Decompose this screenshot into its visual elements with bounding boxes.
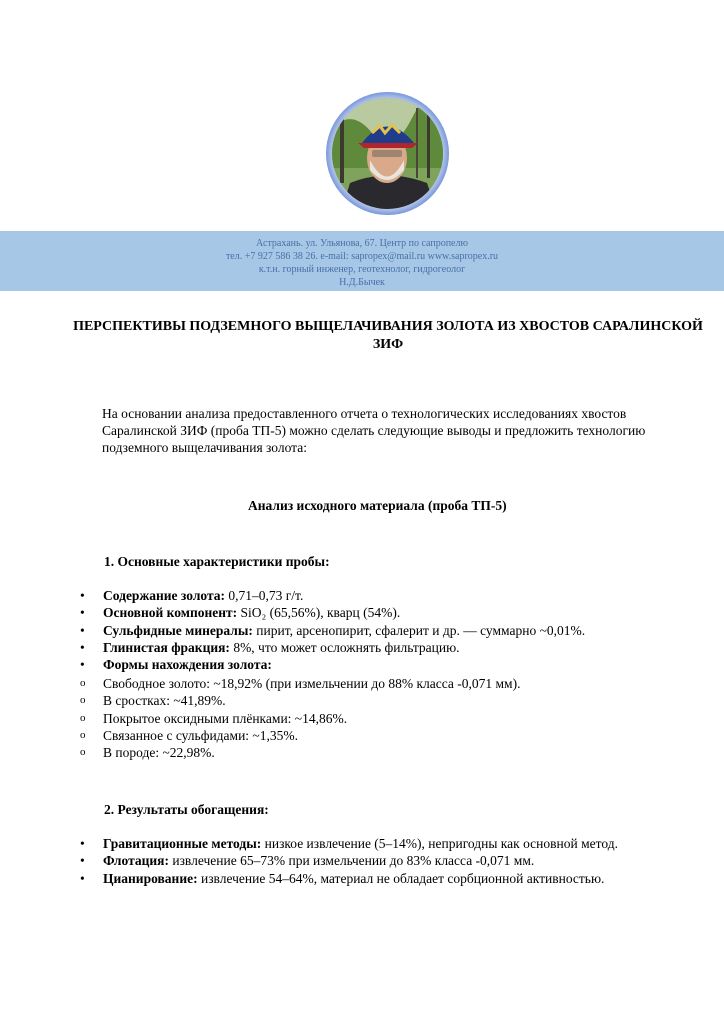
item-text: извлечение 54–64%, материал не обладает сорбционной активностью. — [197, 870, 605, 886]
item-label: Глинистая фракция: — [103, 639, 230, 655]
gold-forms-list — [0, 675, 520, 761]
sub-list-item — [0, 744, 520, 761]
item-label: Содержание золота: — [103, 588, 226, 603]
bullet-icon: • — [80, 870, 85, 886]
section-2-heading: 2. Результаты обогащения: — [104, 802, 269, 817]
sub-item-text: Связанное с сульфидами: ~1,35%. — [103, 727, 298, 743]
sub-list-item — [0, 692, 520, 709]
list-item — [0, 835, 618, 852]
item-text: SiO₂ (65,56%), кварц (54%). — [237, 605, 401, 621]
sub-list-item — [0, 727, 520, 744]
bullet-icon: • — [80, 657, 85, 673]
bullet-icon: • — [80, 853, 85, 869]
bullet-icon: • — [80, 836, 85, 851]
author-photo-image — [332, 98, 443, 209]
sub-item-text: В породе: ~22,98%. — [103, 745, 215, 761]
item-label: Основной компонент: — [103, 605, 238, 621]
sub-item-text: В сростках: ~41,89%. — [103, 693, 226, 709]
author-photo — [332, 98, 443, 209]
item-label: Цианирование: — [103, 870, 198, 886]
circle-bullet-icon: o — [80, 694, 86, 707]
contacts-line: тел. +7 927 586 38 26. e-mail: sapropex@mail.ru www.sapropex.ru — [225, 251, 499, 262]
sub-list-item — [0, 710, 520, 727]
qualification-line: к.т.н. горный инженер, геотехнолог, гидрогеолог — [258, 264, 466, 275]
bullet-icon: • — [80, 622, 85, 638]
item-text: 0,71–0,73 г/т. — [225, 588, 304, 603]
contact-banner — [0, 231, 724, 291]
circle-bullet-icon: o — [80, 746, 86, 759]
item-text: пирит, арсенопирит, сфалерит и др. — суммарно ~0,01%. — [252, 622, 586, 638]
address-line: Астрахань. ул. Ульянова, 67. Центр по сапропелю — [256, 238, 468, 249]
item-label: Формы нахождения золота: — [103, 657, 272, 673]
list-item — [0, 587, 585, 604]
sub-item-text: Покрытое оксидными плёнками: ~14,86%. — [103, 710, 348, 726]
circle-bullet-icon: o — [80, 711, 86, 724]
circle-bullet-icon: o — [80, 728, 86, 741]
item-text: извлечение 65–73% при измельчении до 83% класса -0,071 мм. — [168, 853, 535, 869]
item-label: Сульфидные минералы: — [103, 622, 253, 638]
section-1-heading: 1. Основные характеристики пробы: — [104, 554, 330, 569]
item-text: низкое извлечение (5–14%), непригодны как основной метод. — [261, 836, 618, 851]
list-item — [0, 656, 585, 673]
intro-paragraph: На основании анализа предоставленного отчета о технологических исследованиях хвостов Саралинской ЗИФ (проба ТП-5) можно сделать следующие выводы и предложить технологию подземного выщелачивания золота: — [102, 406, 646, 455]
list-item — [0, 852, 618, 869]
sample-characteristics-list — [0, 587, 585, 673]
sub-item-text: Свободное золото: ~18,92% (при измельчении до 88% класса -0,071 мм). — [103, 676, 521, 691]
list-item — [0, 639, 585, 656]
document-title: ПЕРСПЕКТИВЫ ПОДЗЕМНОГО ВЫЩЕЛАЧИВАНИЯ ЗОЛОТА ИЗ ХВОСТОВ САРАЛИНСКОЙ ЗИФ — [73, 319, 703, 352]
bullet-icon: • — [80, 605, 85, 621]
item-text: 8%, что может осложнять фильтрацию. — [229, 639, 460, 655]
list-item — [0, 604, 585, 621]
sub-list-item — [0, 675, 520, 692]
analysis-subheading: Анализ исходного материала (проба ТП-5) — [248, 498, 507, 513]
circle-bullet-icon: o — [80, 677, 86, 689]
bullet-icon: • — [80, 588, 85, 603]
item-label: Гравитационные методы: — [103, 836, 262, 851]
bullet-icon: • — [80, 639, 85, 655]
list-item — [0, 622, 585, 639]
list-item — [0, 870, 618, 887]
item-label: Флотация: — [103, 853, 169, 869]
author-photo-frame — [326, 92, 449, 215]
enrichment-results-list — [0, 835, 618, 887]
author-name: Н.Д.Бычек — [339, 277, 385, 288]
